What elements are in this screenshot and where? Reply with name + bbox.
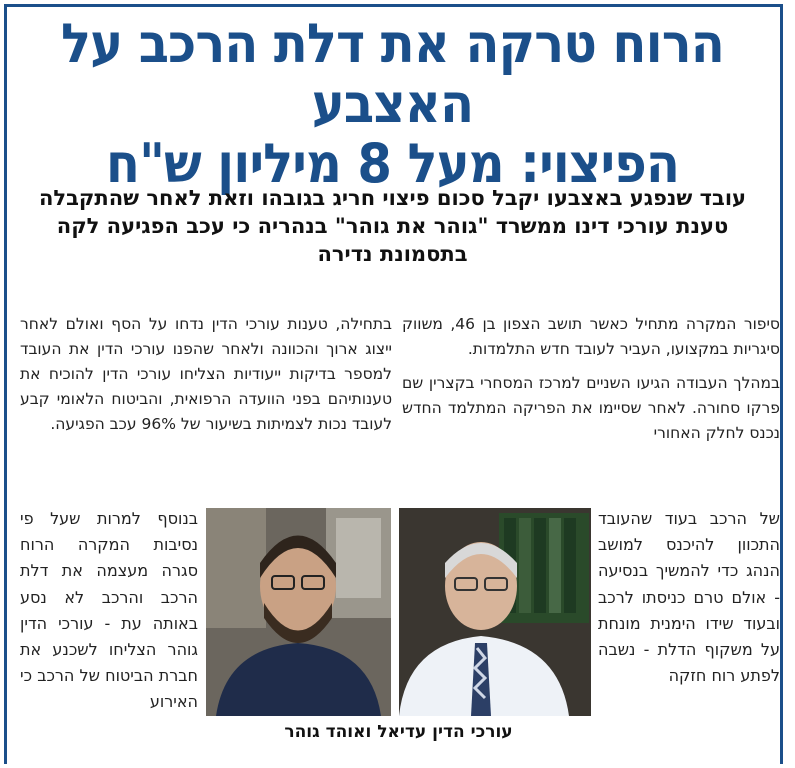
right-paragraph-2: במהלך העבודה הגיעו השניים למרכז המסחרי בקצרין שם פרקו סחורה. לאחר שסיימו את הפריקה המתלמד החדש נכנס לחלק האחורי (402, 374, 780, 442)
right-narrow-column: של הרכב בעוד שהעובד התכוון להיכנס למושב הנהג כדי להמשיך בנסיעה - אולם טרם כניסתו לרכב ובעוד שידו הימנית מונחת על משקוף הדלת - נשבה לפתע רוח חזקה (598, 509, 780, 686)
subheadline: עובד שנפגע באצבעו יקבל סכום פיצוי חריג בגובהו וזאת לאחר שהתקבלה טענת עורכי דינו ממשרד "גוהר את גוהר" בנהריה כי עכב הפגיעה לקה בתסמונת נדירה (38, 186, 747, 266)
right-paragraph-1: סיפור המקרה מתחיל כאשר תושב הצפון בן 46, משווק סיגריות במקצועו, העביר לעובד חדש התלמדות. (402, 315, 780, 358)
headline (50, 14, 735, 194)
lawyer-photo-senior (399, 508, 591, 716)
photo-caption: עורכי הדין עדיאל ואוהד גוהר (284, 722, 513, 742)
headline-line-1: הרוח טרקה את דלת הרכב על האצבע (61, 12, 724, 135)
lawyer-photo-young (206, 508, 391, 716)
headline-line-2: הפיצוי: מעל 8 מיליון ש"ח (105, 132, 680, 195)
left-narrow-column: בנוסף למרות שעל פי נסיבות המקרה הרוח סגרה מעצמה את דלת הרכב והרכב לא נסע באותה עת - עורכי הדין גוהר הצליחו לשכנע את חברת הביטוח של הרכב כי האירוע (20, 509, 198, 712)
right-column (402, 312, 780, 455)
left-paragraph-1: בתחילה, טענות עורכי הדין נדחו על הסף ואולם לאחר ייצוג ארוך והכוונה ולאחר שהפנו עורכי הדין את העובד למספר בדיקות ייעודיות הצליחו עורכי הדין להוכיח את טענותיהם בפני הוועדה הרפואית, והביטוח הלאומי קבע לעובד נכות לצמיתות בשיעור של 96% עכב הפגיעה. (20, 315, 392, 433)
left-column (20, 312, 392, 446)
